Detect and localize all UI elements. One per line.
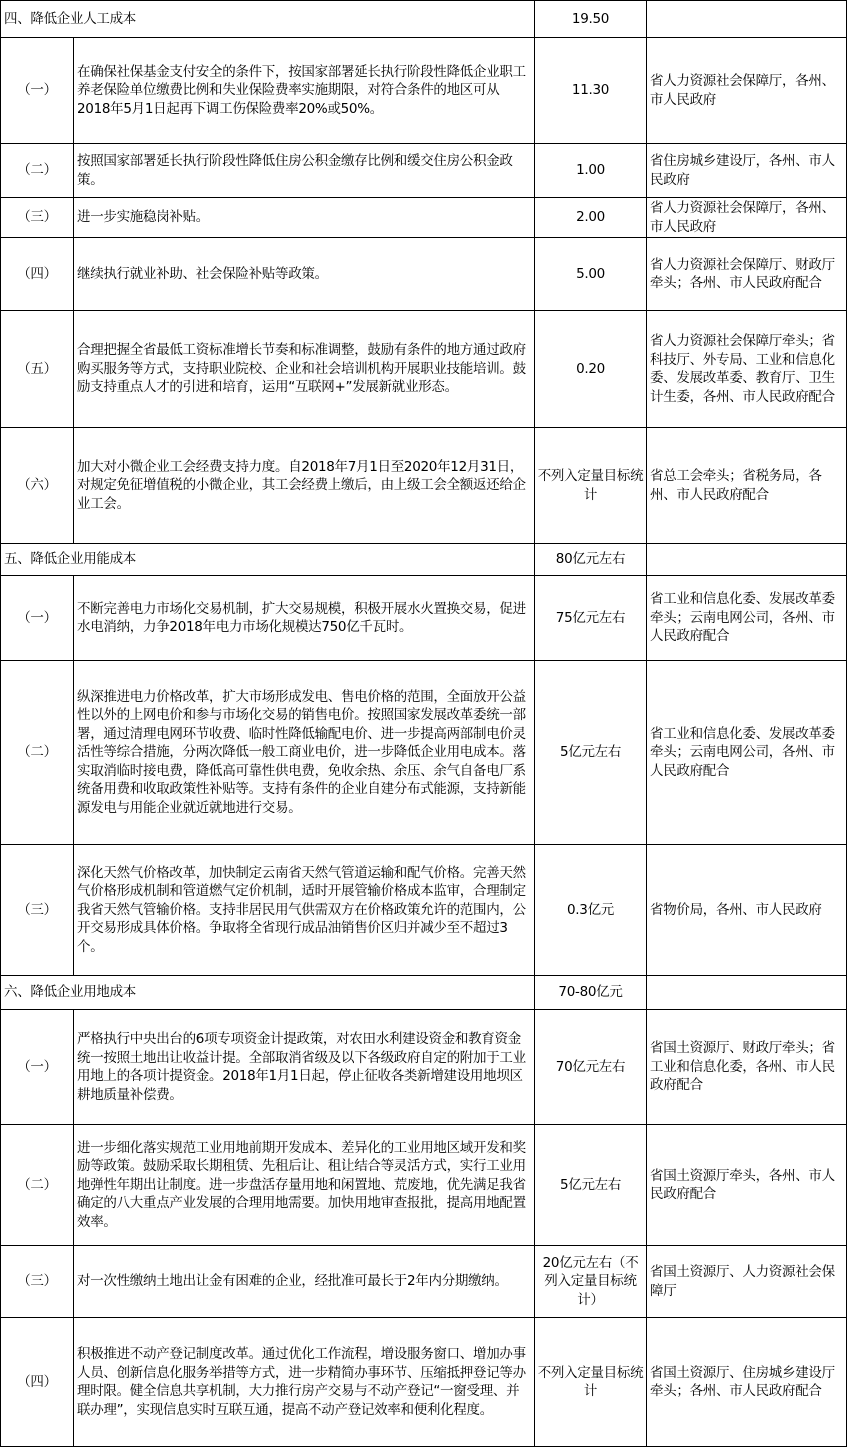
row-amount: 11.30: [535, 38, 647, 144]
row-index: （二）: [1, 1125, 74, 1246]
row-department: 省国土资源厅、住房城乡建设厅牵头；各州、市人民政府配合: [647, 1318, 847, 1447]
section-dept: [647, 976, 847, 1010]
table-row: [1, 1246, 847, 1318]
row-amount: 0.3亿元: [535, 845, 647, 976]
row-amount: 1.00: [535, 144, 647, 198]
row-description: 进一步实施稳岗补贴。: [74, 198, 535, 238]
section-amount: 80亿元左右: [535, 544, 647, 576]
section-header-row: [1, 976, 847, 1010]
row-amount: 2.00: [535, 198, 647, 238]
row-index: （五）: [1, 311, 74, 428]
row-department: 省国土资源厅、财政厅牵头；省工业和信息化委，各州、市人民政府配合: [647, 1010, 847, 1125]
row-department: 省住房城乡建设厅，各州、市人民政府: [647, 144, 847, 198]
table-row: [1, 845, 847, 976]
row-amount: 70亿元左右: [535, 1010, 647, 1125]
row-department: 省工业和信息化委、发展改革委牵头；云南电网公司，各州、市人民政府配合: [647, 661, 847, 845]
row-amount: 5亿元左右: [535, 661, 647, 845]
row-description: 按照国家部署延长执行阶段性降低住房公积金缴存比例和缓交住房公积金政策。: [74, 144, 535, 198]
row-amount: 不列入定量目标统计: [535, 428, 647, 544]
row-department: 省人力资源社会保障厅，各州、市人民政府: [647, 38, 847, 144]
row-description: 积极推进不动产登记制度改革。通过优化工作流程，增设服务窗口、增加办事人员、创新信息化服务举措等方式，进一步精简办事环节、压缩抵押登记等办理时限。健全信息共享机制，大力推行房产交易与不动产登记“一窗受理、并联办理”，实现信息实时互联互通，提高不动产登记效率和便利化程度。: [74, 1318, 535, 1447]
section-dept: [647, 544, 847, 576]
table-row: [1, 576, 847, 661]
row-index: （四）: [1, 238, 74, 311]
row-description: 纵深推进电力价格改革，扩大市场形成发电、售电价格的范围，全面放开公益性以外的上网电价和参与市场化交易的销售电价。按照国家发展改革委统一部署，通过清理电网环节收费、临时性降低输配电价、进一步提高两部制电价灵活性等综合措施，分两次降低一般工商业电价，进一步降低企业用电成本。落实取消临时接电费，降低高可靠性供电费，免收余热、余压、余气自备电厂系统备用费和收取政策性补贴等。支持有条件的企业自建分布式能源，支持新能源发电与用能企业就近就地进行交易。: [74, 661, 535, 845]
row-department: 省物价局，各州、市人民政府: [647, 845, 847, 976]
table-row: [1, 238, 847, 311]
row-index: （一）: [1, 576, 74, 661]
table-row: [1, 428, 847, 544]
section-title: 六、降低企业用地成本: [1, 976, 535, 1010]
table-row: [1, 1125, 847, 1246]
table-row: [1, 38, 847, 144]
row-description: 严格执行中央出台的6项专项资金计提政策，对农田水利建设资金和教育资金统一按照土地出让收益计提。全部取消省级及以下各级政府自定的附加于工业用地上的各项计提资金。2018年1月1日起，停止征收各类新增建设用地坝区耕地质量补偿费。: [74, 1010, 535, 1125]
section-dept: [647, 1, 847, 38]
row-index: （三）: [1, 845, 74, 976]
row-index: （一）: [1, 38, 74, 144]
row-department: 省人力资源社会保障厅，各州、市人民政府: [647, 198, 847, 238]
row-description: 进一步细化落实规范工业用地前期开发成本、差异化的工业用地区域开发和奖励等政策。鼓励采取长期租赁、先租后让、租让结合等灵活方式，实行工业用地弹性年期出让制度。进一步盘活存量用地和闲置地、荒废地，优先满足我省确定的八大重点产业发展的合理用地需要。加快用地审查报批，提高用地配置效率。: [74, 1125, 535, 1246]
row-department: 省总工会牵头；省税务局，各州、市人民政府配合: [647, 428, 847, 544]
row-description: 不断完善电力市场化交易机制，扩大交易规模，积极开展水火置换交易，促进水电消纳，力争2018年电力市场化规模达750亿千瓦时。: [74, 576, 535, 661]
row-amount: 20亿元左右（不列入定量目标统计）: [535, 1246, 647, 1318]
row-department: 省国土资源厅、人力资源社会保障厅: [647, 1246, 847, 1318]
row-description: 对一次性缴纳土地出让金有困难的企业，经批准可最长于2年内分期缴纳。: [74, 1246, 535, 1318]
table-row: [1, 1010, 847, 1125]
table-row: [1, 144, 847, 198]
section-amount: 19.50: [535, 1, 647, 38]
table-row: [1, 198, 847, 238]
row-index: （二）: [1, 144, 74, 198]
row-department: 省人力资源社会保障厅牵头；省科技厅、外专局、工业和信息化委、发展改革委、教育厅、卫生计生委，各州、市人民政府配合: [647, 311, 847, 428]
row-department: 省国土资源厅牵头，各州、市人民政府配合: [647, 1125, 847, 1246]
section-title: 四、降低企业人工成本: [1, 1, 535, 38]
row-description: 继续执行就业补助、社会保险补贴等政策。: [74, 238, 535, 311]
table-row: [1, 1318, 847, 1447]
row-index: （三）: [1, 1246, 74, 1318]
row-index: （一）: [1, 1010, 74, 1125]
row-description: 加大对小微企业工会经费支持力度。自2018年7月1日至2020年12月31日，对规定免征增值税的小微企业，其工会经费上缴后，由上级工会全额返还给企业工会。: [74, 428, 535, 544]
table-row: [1, 661, 847, 845]
row-amount: 5亿元左右: [535, 1125, 647, 1246]
row-amount: 5.00: [535, 238, 647, 311]
row-description: 在确保社保基金支付安全的条件下，按国家部署延长执行阶段性降低企业职工养老保险单位缴费比例和失业保险费率实施期限，对符合条件的地区可从2018年5月1日起再下调工伤保险费率20%或50%。: [74, 38, 535, 144]
row-description: 深化天然气价格改革，加快制定云南省天然气管道运输和配气价格。完善天然气价格形成机制和管道燃气定价机制，适时开展管输价格成本监审，合理制定我省天然气管输价格。支持非居民用气供需双方在价格政策允许的范围内，公开交易形成具体价格。争取将全省现行成品油销售价区归并减少至不超过3个。: [74, 845, 535, 976]
row-index: （三）: [1, 198, 74, 238]
row-department: 省工业和信息化委、发展改革委牵头；云南电网公司，各州、市人民政府配合: [647, 576, 847, 661]
row-amount: 0.20: [535, 311, 647, 428]
section-amount: 70-80亿元: [535, 976, 647, 1010]
table-row: [1, 311, 847, 428]
section-header-row: [1, 1, 847, 38]
row-description: 合理把握全省最低工资标准增长节奏和标准调整，鼓励有条件的地方通过政府购买服务等方式，支持职业院校、企业和社会培训机构开展职业技能培训。鼓励支持重点人才的引进和培育，运用“互联网+”发展新就业形态。: [74, 311, 535, 428]
section-header-row: [1, 544, 847, 576]
row-department: 省人力资源社会保障厅、财政厅牵头；各州、市人民政府配合: [647, 238, 847, 311]
row-amount: 不列入定量目标统计: [535, 1318, 647, 1447]
section-title: 五、降低企业用能成本: [1, 544, 535, 576]
row-amount: 75亿元左右: [535, 576, 647, 661]
row-index: （四）: [1, 1318, 74, 1447]
row-index: （六）: [1, 428, 74, 544]
row-index: （二）: [1, 661, 74, 845]
